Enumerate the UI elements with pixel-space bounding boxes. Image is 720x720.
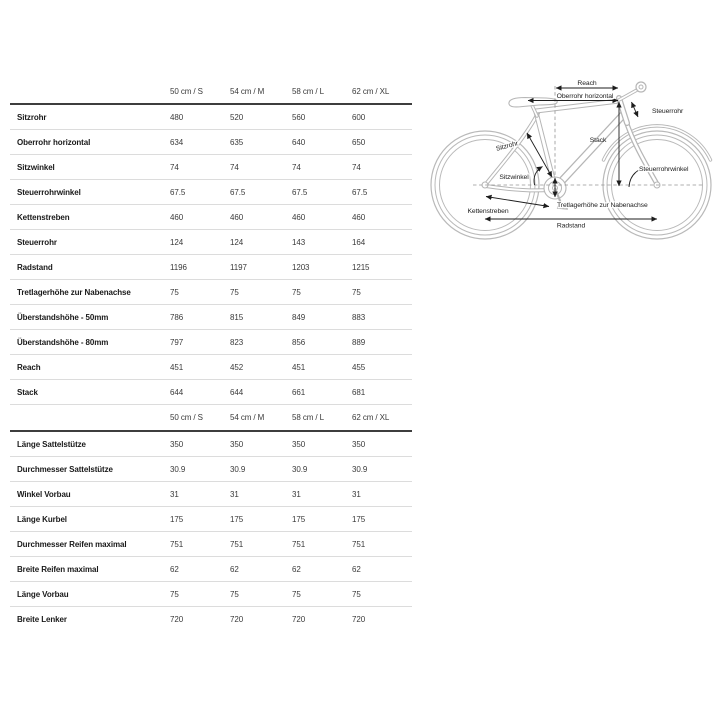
table-row [10, 330, 412, 355]
row-label: Oberrohr horizontal [17, 137, 91, 147]
label-kettenstreben: Kettenstreben [467, 208, 509, 215]
row-value: 640 [292, 137, 306, 147]
row-value: 520 [230, 112, 244, 122]
row-value: 751 [170, 539, 184, 549]
label-stack: Stack [589, 137, 607, 144]
row-value: 815 [230, 312, 244, 322]
bike-geometry-diagram [430, 55, 720, 265]
column-header: 50 cm / S [170, 413, 203, 422]
row-label: Stack [17, 387, 38, 397]
row-value: 350 [352, 439, 366, 449]
row-value: 350 [170, 439, 184, 449]
table-row [10, 380, 412, 405]
row-value: 75 [292, 589, 301, 599]
table-row [10, 457, 412, 482]
row-label: Länge Vorbau [17, 589, 69, 599]
column-header: 62 cm / XL [352, 413, 390, 422]
row-value: 31 [292, 489, 301, 499]
row-value: 560 [292, 112, 306, 122]
table-header-row [10, 80, 412, 105]
row-value: 67.5 [292, 187, 308, 197]
row-value: 856 [292, 337, 306, 347]
table-row [10, 305, 412, 330]
row-value: 460 [292, 212, 306, 222]
table-row [10, 230, 412, 255]
row-value: 1215 [352, 262, 370, 272]
row-value: 75 [170, 287, 179, 297]
row-label: Radstand [17, 262, 53, 272]
row-value: 720 [170, 615, 184, 624]
row-value: 751 [352, 539, 366, 549]
row-value: 451 [292, 362, 306, 372]
row-label: Kettenstreben [17, 212, 70, 222]
label-sitzwinkel: Sitzwinkel [499, 174, 529, 181]
row-label: Durchmesser Sattelstütze [17, 464, 113, 474]
label-sitzrohr: Sitzrohr [495, 140, 519, 153]
row-value: 31 [230, 489, 239, 499]
row-value: 62 [292, 564, 301, 574]
row-value: 350 [292, 439, 306, 449]
row-value: 74 [352, 162, 361, 172]
table-row [10, 607, 412, 632]
row-label: Länge Kurbel [17, 514, 67, 524]
row-value: 1196 [170, 262, 187, 272]
table-row [10, 280, 412, 305]
row-value: 823 [230, 337, 244, 347]
table-row [10, 105, 412, 130]
label-reach: Reach [577, 80, 597, 87]
row-value: 30.9 [292, 464, 308, 474]
row-value: 720 [292, 615, 306, 624]
row-label: Steuerrohrwinkel [17, 187, 81, 197]
row-value: 31 [352, 489, 361, 499]
table-row [10, 532, 412, 557]
row-label: Sitzwinkel [17, 162, 55, 172]
row-value: 67.5 [170, 187, 186, 197]
column-header: 58 cm / L [292, 87, 325, 96]
row-value: 786 [170, 312, 184, 322]
row-value: 751 [230, 539, 244, 549]
row-value: 62 [230, 564, 239, 574]
row-value: 124 [170, 237, 184, 247]
row-value: 175 [230, 514, 244, 524]
label-steuerrohrwinkel: Steuerrohrwinkel [639, 166, 689, 173]
row-value: 30.9 [230, 464, 246, 474]
row-label: Winkel Vorbau [17, 489, 71, 499]
row-value: 75 [292, 287, 301, 297]
row-label: Breite Reifen maximal [17, 564, 99, 574]
row-value: 720 [230, 615, 244, 624]
row-label: Sitzrohr [17, 112, 47, 122]
row-value: 30.9 [170, 464, 186, 474]
geometry-table [10, 80, 412, 632]
table-row [10, 155, 412, 180]
row-value: 634 [170, 137, 184, 147]
column-header: 62 cm / XL [352, 87, 390, 96]
row-value: 455 [352, 362, 366, 372]
table-row [10, 255, 412, 280]
row-value: 849 [292, 312, 306, 322]
row-value: 74 [292, 162, 301, 172]
row-value: 661 [292, 387, 306, 397]
row-value: 350 [230, 439, 244, 449]
row-value: 75 [352, 287, 361, 297]
row-value: 635 [230, 137, 244, 147]
label-radstand: Radstand [556, 222, 586, 230]
row-value: 175 [170, 514, 184, 524]
row-label: Breite Lenker [17, 615, 67, 624]
row-label: Durchmesser Reifen maximal [17, 539, 127, 549]
row-value: 30.9 [352, 464, 368, 474]
label-oberrohr-horizontal: Oberrohr horizontal [556, 93, 614, 100]
row-value: 600 [352, 112, 366, 122]
row-value: 460 [352, 212, 366, 222]
row-value: 31 [170, 489, 179, 499]
row-value: 797 [170, 337, 184, 347]
row-label: Überstandshöhe - 80mm [17, 337, 109, 347]
row-value: 75 [230, 589, 239, 599]
row-label: Länge Sattelstütze [17, 439, 86, 449]
row-value: 175 [292, 514, 306, 524]
saddle [509, 98, 557, 107]
row-value: 75 [352, 589, 361, 599]
column-header: 50 cm / S [170, 87, 203, 96]
row-value: 62 [352, 564, 361, 574]
row-value: 681 [352, 387, 366, 397]
table-row [10, 482, 412, 507]
row-value: 143 [292, 237, 306, 247]
label-tretlagerhoehe: Tretlagerhöhe zur Nabenachse [557, 202, 648, 209]
column-header: 58 cm / L [292, 413, 325, 422]
row-label: Steuerrohr [17, 237, 57, 247]
table-row [10, 582, 412, 607]
row-label: Überstandshöhe - 50mm [17, 312, 109, 322]
row-value: 889 [352, 337, 366, 347]
row-value: 67.5 [352, 187, 368, 197]
row-value: 644 [170, 387, 184, 397]
row-value: 74 [170, 162, 179, 172]
row-label: Tretlagerhöhe zur Nabenachse [17, 287, 131, 297]
table-row [10, 507, 412, 532]
handlebar [636, 82, 646, 92]
row-value: 452 [230, 362, 244, 372]
row-value: 883 [352, 312, 366, 322]
table-row [10, 130, 412, 155]
row-value: 1203 [292, 262, 310, 272]
row-value: 480 [170, 112, 184, 122]
table-row [10, 557, 412, 582]
label-steuerrohr: Steuerrohr [652, 108, 684, 115]
table-header-row [10, 405, 412, 432]
row-value: 75 [170, 589, 179, 599]
row-value: 164 [352, 237, 366, 247]
row-value: 650 [352, 137, 366, 147]
row-value: 74 [230, 162, 239, 172]
row-value: 451 [170, 362, 184, 372]
row-value: 62 [170, 564, 179, 574]
row-value: 460 [170, 212, 184, 222]
row-value: 460 [230, 212, 244, 222]
table-row [10, 432, 412, 457]
row-value: 75 [230, 287, 239, 297]
column-header: 54 cm / M [230, 413, 265, 422]
table-row [10, 205, 412, 230]
row-label: Reach [17, 362, 41, 372]
row-value: 175 [352, 514, 366, 524]
row-value: 751 [292, 539, 306, 549]
row-value: 67.5 [230, 187, 246, 197]
row-value: 644 [230, 387, 244, 397]
column-header: 54 cm / M [230, 87, 265, 96]
table-row [10, 180, 412, 205]
table-row [10, 355, 412, 380]
row-value: 1197 [230, 262, 247, 272]
row-value: 124 [230, 237, 244, 247]
row-value: 720 [352, 615, 366, 624]
